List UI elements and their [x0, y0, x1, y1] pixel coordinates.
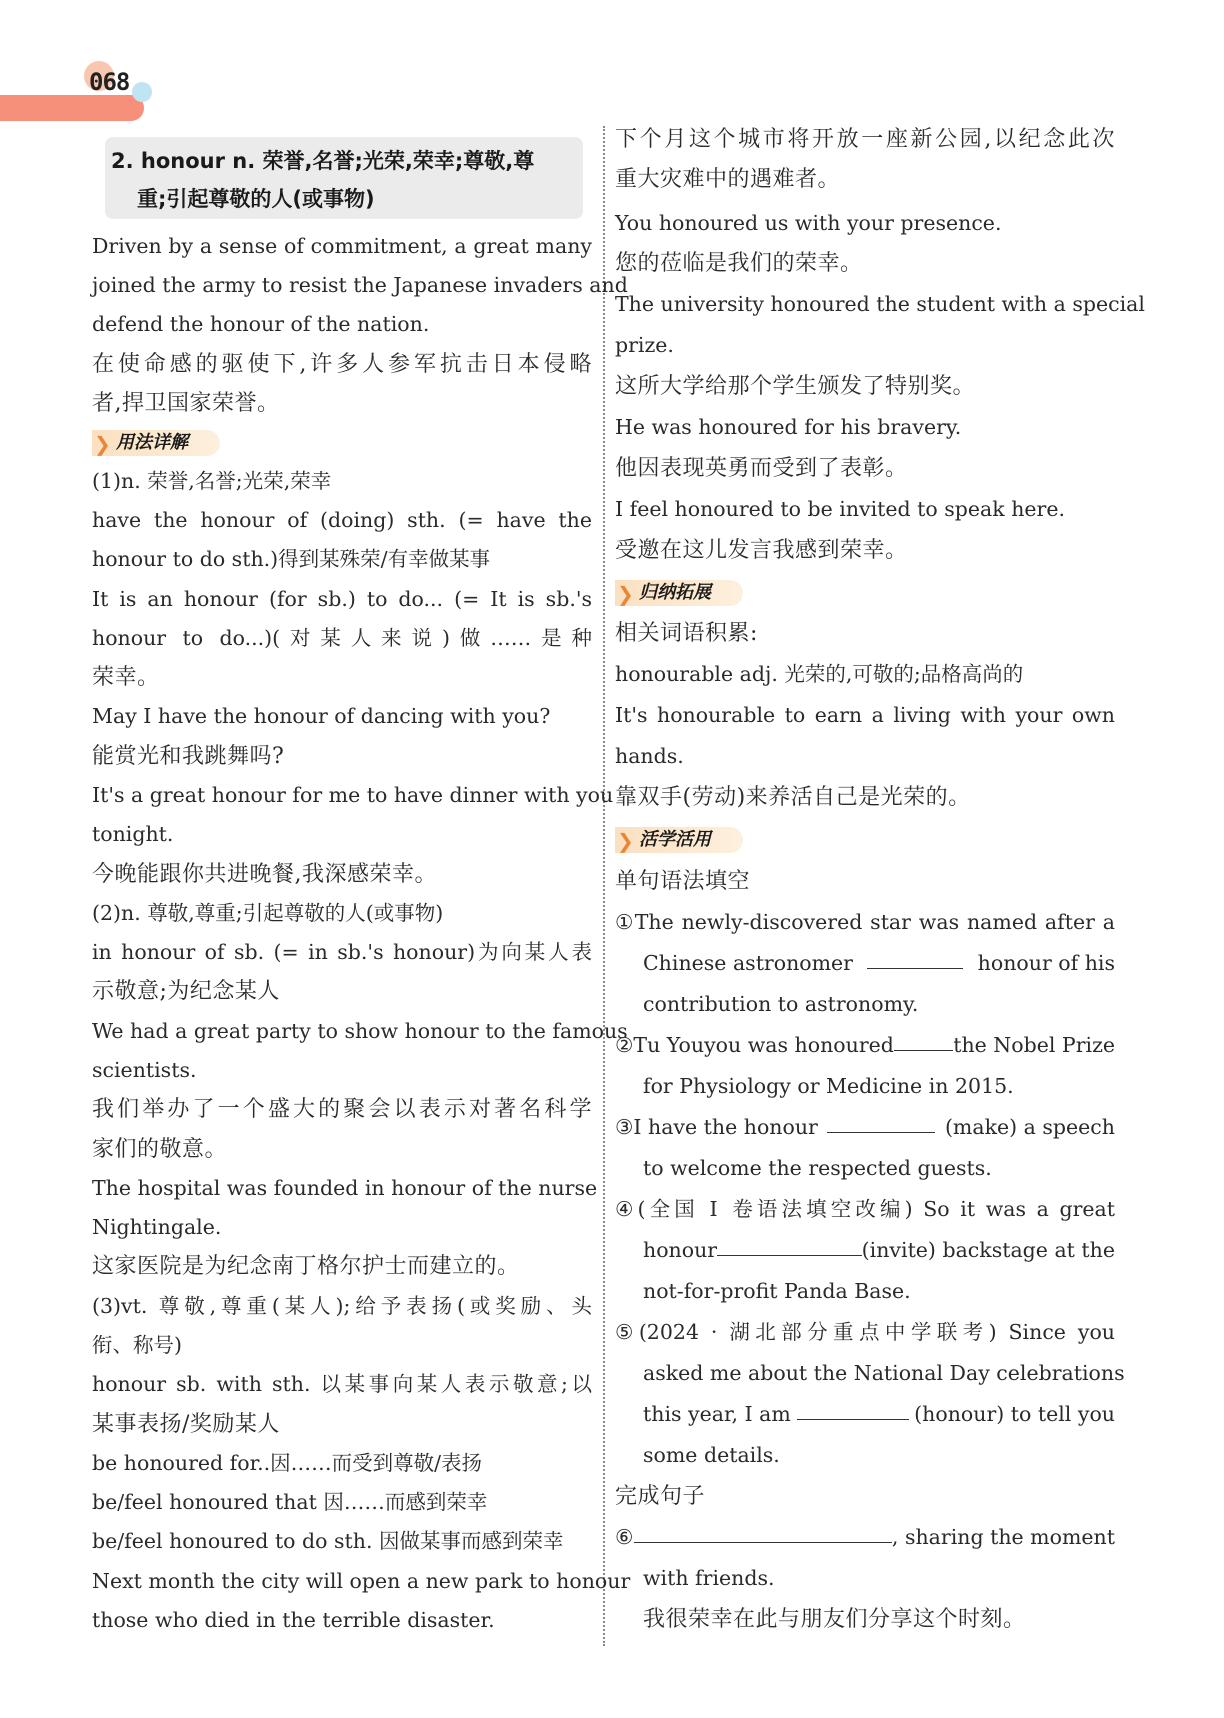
- example-cn: 重大灾难中的遇难者。: [615, 167, 841, 192]
- example-en: It's honourable to earn a living with your own: [615, 703, 1115, 727]
- chevron-right-icon: ❯: [617, 582, 634, 606]
- exercise-q4-line2: [643, 1231, 1115, 1270]
- question-text: I have the honour: [633, 1115, 818, 1139]
- question-text: (全国 Ⅰ 卷语法填空改编) So it was a great: [637, 1197, 1115, 1221]
- chevron-right-icon: ❯: [94, 432, 111, 456]
- example-cn: 家们的敬意。: [92, 1137, 228, 1162]
- entry-heading-box: [105, 137, 583, 219]
- page-number-bar: [0, 95, 144, 121]
- question-text: The newly-discovered star was named after a: [634, 910, 1115, 934]
- example-cn: 能赏光和我跳舞吗?: [92, 744, 285, 769]
- question-text: , sharing the moment: [891, 1525, 1115, 1549]
- section-tag-label: 用法详解: [116, 432, 188, 453]
- exercise-q4: [615, 1190, 1115, 1229]
- example-cn: 您的莅临是我们的荣幸。: [615, 251, 863, 276]
- example-en: those who died in the terrible disaster.: [92, 1608, 495, 1632]
- question-number: ⑤: [615, 1320, 639, 1344]
- section-tag-label: 活学活用: [639, 829, 711, 850]
- decor-dot-blue: [132, 82, 152, 102]
- example-cn: 我们举办了一个盛大的聚会以表示对著名科学: [92, 1097, 592, 1122]
- example-en: The university honoured the student with a special: [615, 292, 1145, 316]
- sense-2-heading: (2)n. 尊敬,尊重;引起尊敬的人(或事物): [92, 901, 444, 925]
- expand-line: honourable adj. 光荣的,可敬的;品格高尚的: [615, 662, 1024, 686]
- exercise-title: 单句语法填空: [615, 869, 751, 894]
- question-number: ④: [615, 1197, 638, 1221]
- exercise-q3: [615, 1108, 1115, 1147]
- section-tag-practice: [615, 827, 743, 853]
- usage-line: It is an honour (for sb.) to do... (= It is sb.'s: [92, 587, 592, 611]
- answer-blank[interactable]: [894, 1026, 953, 1051]
- answer-blank[interactable]: [717, 1231, 862, 1256]
- exercise-q2: [615, 1026, 1115, 1065]
- example-en: May I have the honour of dancing with you?: [92, 704, 551, 728]
- usage-line: honour to do sth.)得到某殊荣/有幸做某事: [92, 547, 491, 571]
- question-number: ③: [615, 1115, 634, 1139]
- page-number: 068: [89, 68, 130, 96]
- usage-line: be honoured for..因……而受到尊敬/表扬: [92, 1451, 483, 1475]
- question-text: not-for-profit Panda Base.: [643, 1279, 911, 1303]
- sense-1-heading: (1)n. 荣誉,名誉;光荣,荣幸: [92, 469, 332, 493]
- question-text: this year, I am: [643, 1402, 791, 1426]
- example-en: He was honoured for his bravery.: [615, 415, 962, 439]
- entry-heading-line2: 重;引起尊敬的人(或事物): [137, 187, 375, 211]
- example-cn: 在使命感的驱使下,许多人参军抗击日本侵略: [92, 352, 592, 377]
- question-text: Tu Youyou was honoured: [633, 1033, 894, 1057]
- example-en: The hospital was founded in honour of the nurse: [92, 1176, 598, 1200]
- question-text: honour: [643, 1238, 718, 1262]
- example-en: tonight.: [92, 822, 174, 846]
- usage-line: be/feel honoured that 因……而感到荣幸: [92, 1490, 488, 1514]
- sense-3-heading: 衔、称号): [92, 1333, 182, 1357]
- example-en: It's a great honour for me to have dinner with you: [92, 783, 614, 807]
- example-en: Nightingale.: [92, 1215, 222, 1239]
- usage-line: 荣幸。: [92, 665, 160, 690]
- answer-blank[interactable]: [867, 944, 963, 969]
- question-text: for Physiology or Medicine in 2015.: [643, 1074, 1014, 1098]
- example-cn: 下个月这个城市将开放一座新公园,以纪念此次: [615, 127, 1115, 152]
- usage-line: be/feel honoured to do sth. 因做某事而感到荣幸: [92, 1529, 564, 1553]
- usage-line: honour to do...)(对某人来说)做……是种: [92, 626, 592, 650]
- example-en: hands.: [615, 744, 684, 768]
- question-text: (2024 · 湖北部分重点中学联考) Since you: [638, 1320, 1115, 1344]
- question-text: (make) a speech: [944, 1115, 1115, 1139]
- exercise-q1-line2: [643, 944, 1115, 983]
- exercise-q1: [615, 903, 1115, 942]
- example-en: Driven by a sense of commitment, a great many: [92, 234, 592, 258]
- question-text: (honour) to tell you: [914, 1402, 1115, 1426]
- exercise-title: 完成句子: [615, 1484, 706, 1509]
- question-number: ②: [615, 1033, 634, 1057]
- expand-title: 相关词语积累:: [615, 621, 758, 646]
- question-text: (invite) backstage at the: [861, 1238, 1115, 1262]
- question-text: some details.: [643, 1443, 780, 1467]
- example-en: defend the honour of the nation.: [92, 312, 430, 336]
- question-text: 我很荣幸在此与朋友们分享这个时刻。: [643, 1607, 1026, 1632]
- question-text: to welcome the respected guests.: [643, 1156, 992, 1180]
- question-text: Chinese astronomer: [643, 951, 853, 975]
- usage-line: 某事表扬/奖励某人: [92, 1412, 280, 1437]
- sense-3-heading: (3)vt. 尊敬,尊重(某人);给予表扬(或奖励、头: [92, 1294, 592, 1318]
- example-cn: 这家医院是为纪念南丁格尔护士而建立的。: [92, 1254, 520, 1279]
- example-cn: 这所大学给那个学生颁发了特别奖。: [615, 374, 976, 399]
- entry-heading-line1: 2. honour n. 荣誉,名誉;光荣,荣幸;尊敬,尊: [111, 149, 535, 173]
- question-text: asked me about the National Day celebrations: [643, 1361, 1125, 1385]
- example-cn: 今晚能跟你共进晚餐,我深感荣幸。: [92, 862, 437, 887]
- section-tag-usage: [92, 430, 220, 456]
- exercise-q5-line3: [643, 1395, 1115, 1434]
- example-cn: 靠双手(劳动)来养活自己是光荣的。: [615, 785, 971, 810]
- question-text: honour of his: [977, 951, 1115, 975]
- section-tag-label: 归纳拓展: [639, 582, 711, 603]
- usage-line: have the honour of (doing) sth. (= have the: [92, 508, 592, 532]
- example-en: I feel honoured to be invited to speak here.: [615, 497, 1065, 521]
- exercise-q5: [615, 1313, 1115, 1352]
- example-en: prize.: [615, 333, 674, 357]
- example-cn: 者,捍卫国家荣誉。: [92, 391, 280, 416]
- example-en: Next month the city will open a new park to honour: [92, 1569, 631, 1593]
- column-divider: [603, 126, 605, 1646]
- example-en: We had a great party to show honour to the famous: [92, 1019, 628, 1043]
- example-en: joined the army to resist the Japanese invaders and: [92, 273, 628, 297]
- exercise-q6: [615, 1518, 1115, 1557]
- example-en: scientists.: [92, 1058, 197, 1082]
- example-cn: 他因表现英勇而受到了表彰。: [615, 456, 908, 481]
- usage-line: in honour of sb. (= in sb.'s honour)为向某人表: [92, 940, 592, 964]
- section-tag-expand: [615, 580, 743, 606]
- chevron-right-icon: ❯: [617, 829, 634, 853]
- usage-line: 示敬意;为纪念某人: [92, 979, 280, 1004]
- question-text: contribution to astronomy.: [643, 992, 919, 1016]
- question-text: with friends.: [643, 1566, 775, 1590]
- example-cn: 受邀在这儿发言我感到荣幸。: [615, 538, 908, 563]
- usage-line: honour sb. with sth. 以某事向某人表示敬意;以: [92, 1372, 592, 1396]
- question-text: the Nobel Prize: [953, 1033, 1115, 1057]
- question-number: ①: [615, 910, 635, 934]
- example-en: You honoured us with your presence.: [615, 211, 1002, 235]
- question-number: ⑥: [615, 1525, 634, 1549]
- answer-blank[interactable]: [827, 1108, 935, 1133]
- answer-blank[interactable]: [797, 1395, 909, 1420]
- answer-blank[interactable]: [634, 1518, 892, 1543]
